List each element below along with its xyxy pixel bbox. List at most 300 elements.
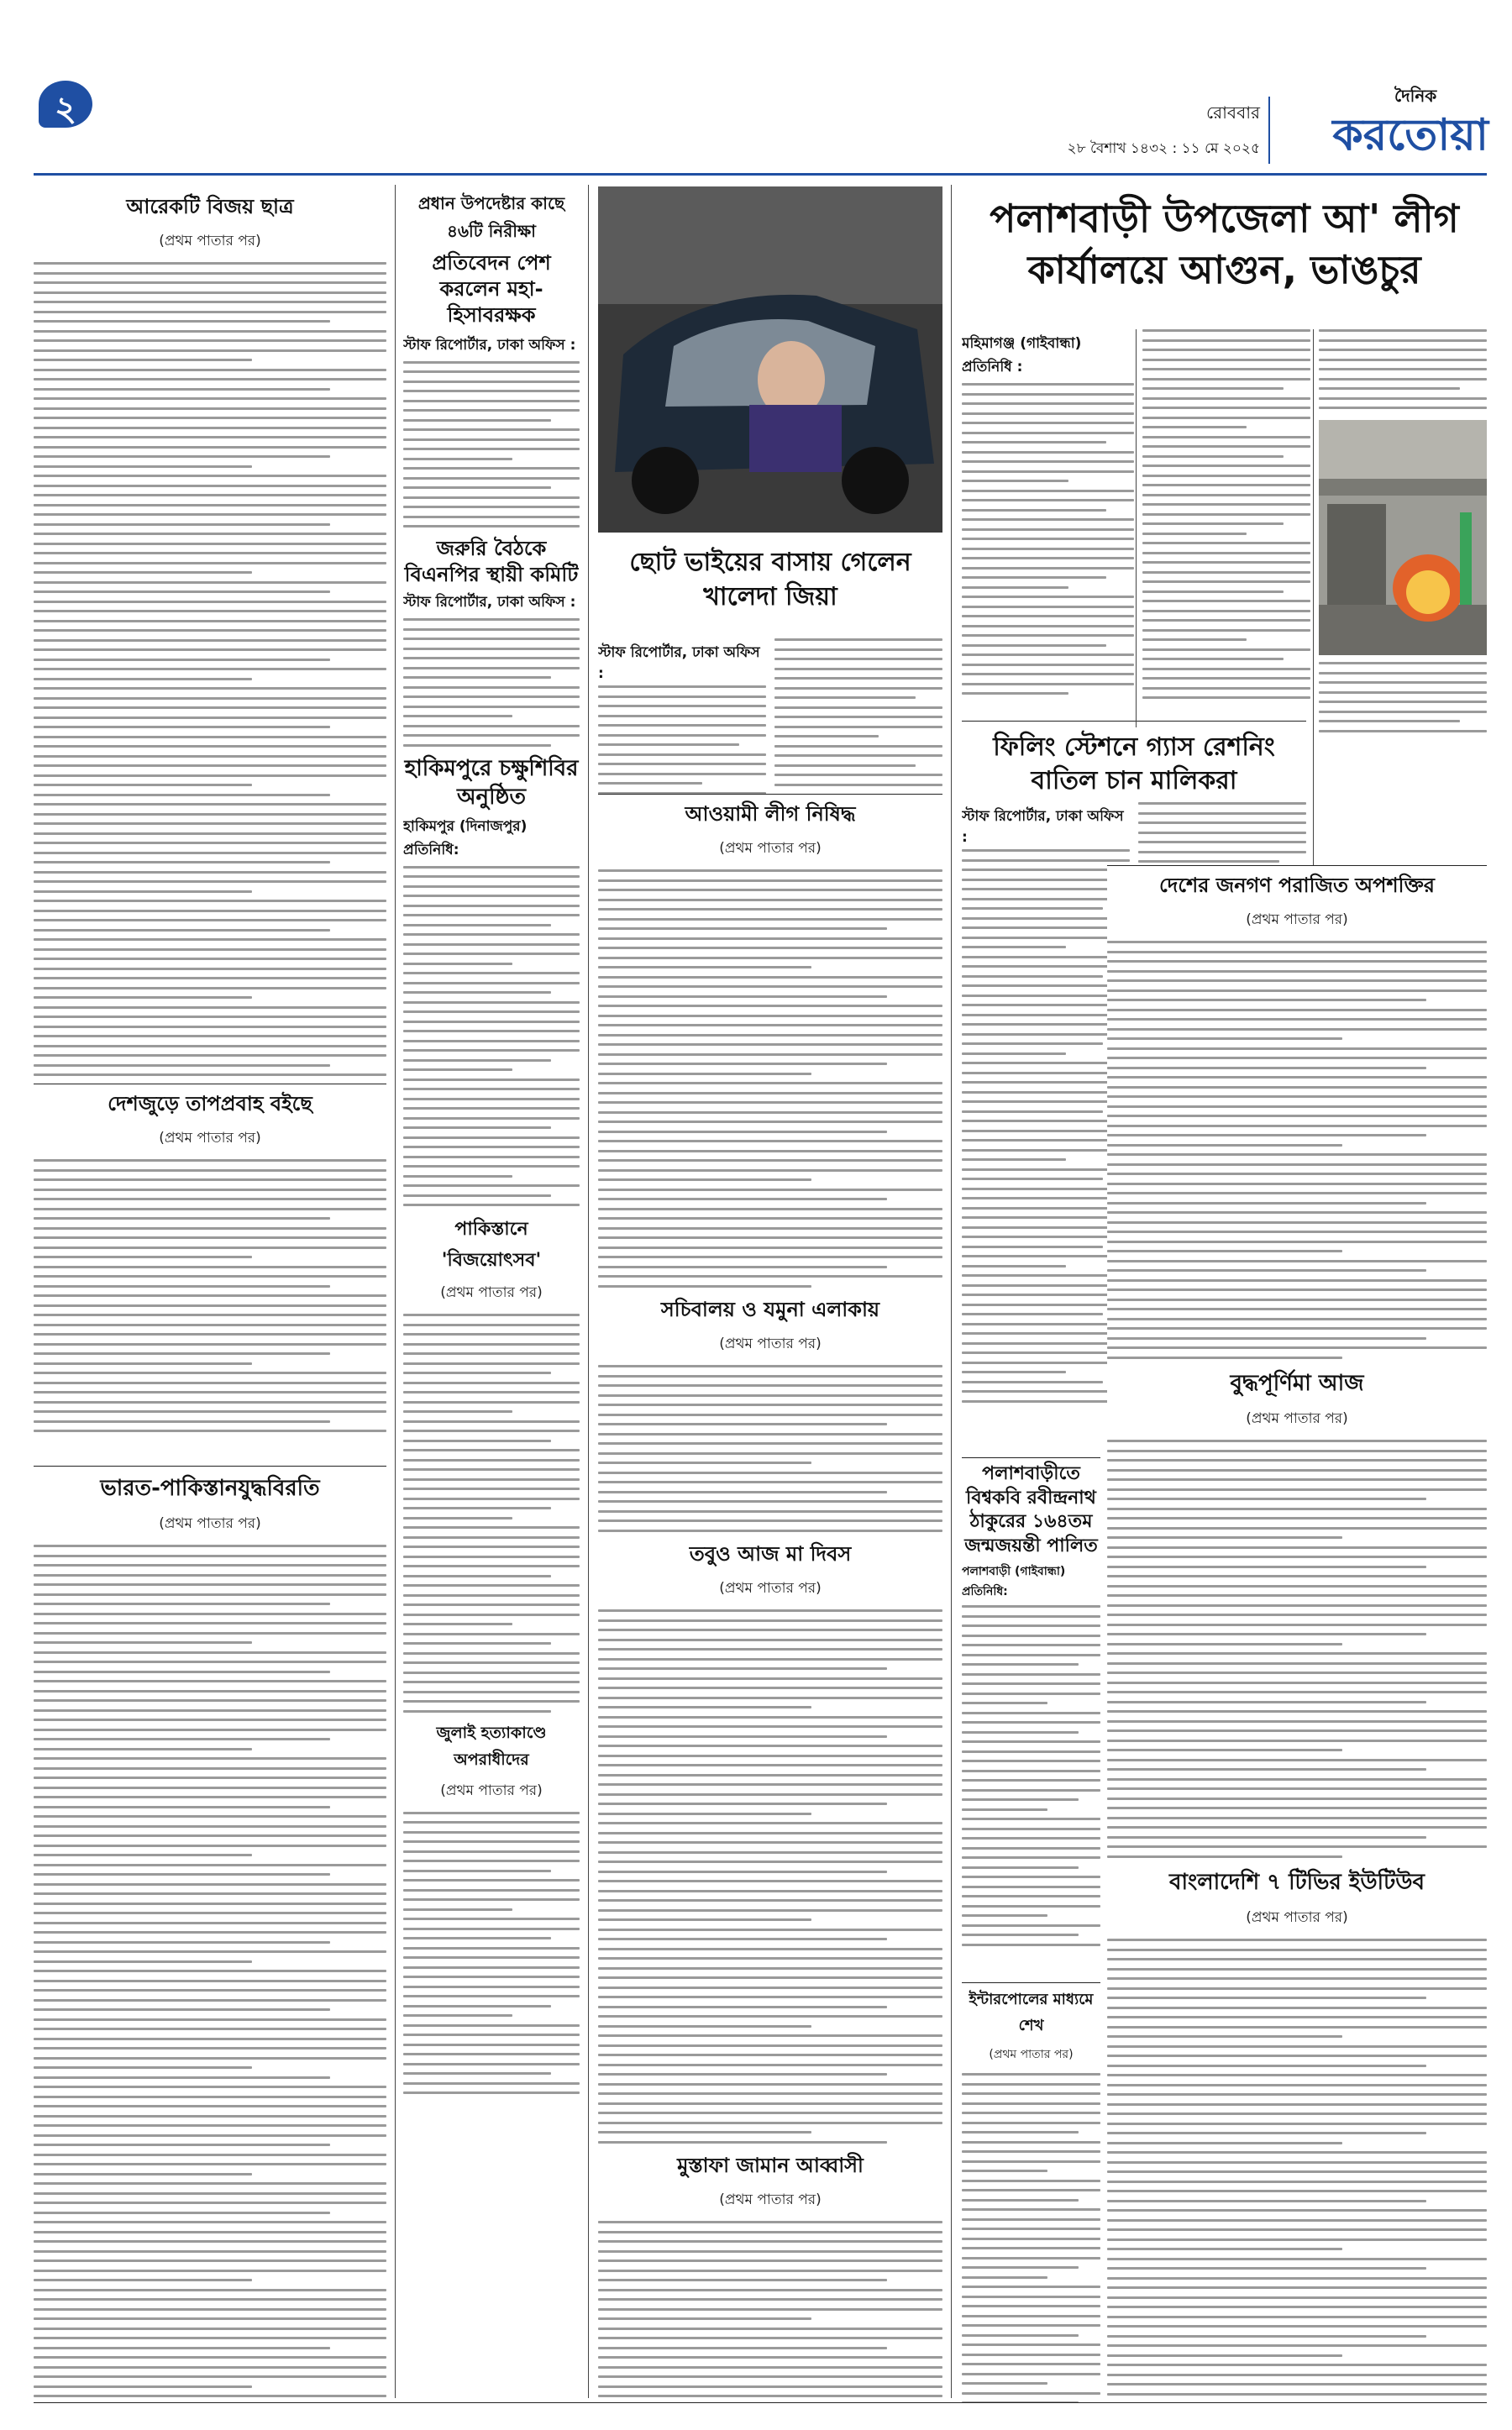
text-line bbox=[962, 926, 1130, 929]
text-line bbox=[1107, 1057, 1487, 1059]
text-line bbox=[34, 1738, 330, 1740]
text-line bbox=[34, 2115, 386, 2118]
text-line bbox=[403, 667, 580, 669]
text-line bbox=[962, 1390, 1130, 1393]
text-line bbox=[403, 370, 580, 373]
text-line bbox=[1142, 658, 1284, 660]
text-line bbox=[962, 460, 1134, 463]
text-line bbox=[1142, 426, 1247, 428]
text-line bbox=[1107, 1614, 1487, 1616]
text-line bbox=[1107, 1478, 1487, 1481]
paper-logo: করতোয়া bbox=[1332, 110, 1488, 160]
text-line bbox=[1107, 1517, 1487, 1519]
text-line bbox=[1107, 1125, 1487, 1127]
text-line bbox=[34, 301, 386, 303]
text-line bbox=[598, 1131, 887, 1133]
text-line bbox=[598, 985, 942, 988]
text-line bbox=[962, 2334, 1079, 2337]
text-line bbox=[34, 706, 386, 709]
text-line bbox=[403, 1079, 580, 1081]
right-column bbox=[1107, 865, 1487, 2402]
text-line bbox=[598, 2034, 942, 2037]
text-line bbox=[598, 1015, 942, 1017]
text-line bbox=[1107, 1241, 1487, 1243]
text-line bbox=[598, 1967, 942, 1970]
article-sub-bijoy: (প্রথম পাতার পর) bbox=[159, 233, 261, 249]
text-line bbox=[403, 933, 580, 936]
text-line bbox=[34, 1845, 386, 1847]
text-line bbox=[34, 1294, 386, 1297]
text-line bbox=[1107, 989, 1487, 992]
text-line bbox=[34, 2308, 386, 2311]
text-line bbox=[34, 2298, 386, 2301]
text-line bbox=[403, 982, 580, 984]
text-line bbox=[598, 2102, 942, 2105]
text-line bbox=[34, 1420, 330, 1423]
text-line bbox=[1107, 1939, 1487, 1941]
text-line bbox=[34, 1603, 330, 1605]
text-line bbox=[1107, 1662, 1487, 1665]
article-body-palashbari-2 bbox=[1142, 329, 1310, 699]
text-line bbox=[34, 968, 386, 970]
text-line bbox=[34, 1382, 386, 1384]
text-line bbox=[403, 1001, 580, 1004]
text-line bbox=[34, 1372, 386, 1374]
text-line bbox=[403, 1652, 580, 1655]
text-line bbox=[962, 1605, 1100, 1608]
text-line bbox=[598, 1101, 942, 1104]
text-line bbox=[598, 1452, 942, 1455]
section-divider bbox=[962, 721, 1306, 722]
text-line bbox=[34, 832, 386, 835]
text-line bbox=[34, 2356, 386, 2359]
text-line bbox=[1142, 696, 1310, 699]
text-line bbox=[403, 390, 580, 392]
text-line bbox=[34, 552, 386, 554]
text-line bbox=[403, 1068, 512, 1071]
text-line bbox=[598, 1404, 942, 1406]
text-line bbox=[34, 2385, 252, 2388]
text-line bbox=[962, 1837, 1100, 1840]
text-line bbox=[403, 1352, 580, 1355]
text-line bbox=[598, 1987, 942, 1989]
text-line bbox=[34, 1651, 386, 1654]
text-line bbox=[403, 1488, 580, 1490]
text-line bbox=[962, 1236, 1130, 1238]
text-line bbox=[598, 2317, 811, 2320]
text-line bbox=[1107, 979, 1487, 982]
text-line bbox=[598, 1851, 942, 1854]
text-line bbox=[1107, 1440, 1487, 1442]
article-sub-interpol: (প্রথম পাতার পর) bbox=[989, 2048, 1074, 2061]
text-line bbox=[34, 2008, 330, 2011]
text-line bbox=[1142, 397, 1310, 400]
text-line bbox=[598, 695, 766, 698]
paper-logo-prefix: দৈনিক bbox=[1394, 86, 1437, 106]
text-line bbox=[34, 1641, 252, 1644]
text-line bbox=[598, 1948, 942, 1950]
khaleda-photo bbox=[598, 186, 942, 533]
text-line bbox=[34, 1026, 386, 1028]
text-line bbox=[598, 1063, 887, 1065]
text-line bbox=[1142, 349, 1310, 351]
text-line bbox=[34, 359, 252, 361]
text-line bbox=[598, 1024, 942, 1026]
text-line bbox=[34, 1719, 386, 1721]
text-line bbox=[34, 2173, 252, 2175]
text-line bbox=[34, 2018, 386, 2021]
text-line bbox=[962, 1895, 1100, 1897]
section-divider bbox=[1107, 865, 1487, 866]
text-line bbox=[1107, 1067, 1426, 1069]
text-line bbox=[1107, 2142, 1342, 2144]
text-line bbox=[598, 1687, 942, 1689]
text-line bbox=[598, 947, 942, 949]
text-line bbox=[1107, 2383, 1487, 2385]
text-line bbox=[34, 1777, 386, 1779]
text-line bbox=[962, 1624, 1100, 1627]
text-line bbox=[34, 784, 252, 786]
text-line bbox=[403, 1956, 580, 1959]
text-line bbox=[598, 1667, 887, 1670]
text-line bbox=[962, 1052, 1066, 1055]
text-line bbox=[34, 2221, 386, 2223]
text-line bbox=[1107, 1691, 1487, 1693]
text-line bbox=[598, 2054, 942, 2056]
text-line bbox=[1319, 397, 1487, 400]
fire-image bbox=[1319, 420, 1487, 655]
text-line bbox=[962, 2122, 1100, 2124]
text-line bbox=[962, 2373, 1100, 2375]
text-line bbox=[403, 1594, 580, 1597]
text-line bbox=[34, 397, 386, 400]
article-sub-sachivalay: (প্রথম পাতার পর) bbox=[719, 1336, 822, 1352]
text-line bbox=[598, 2259, 942, 2262]
text-line bbox=[34, 948, 386, 951]
text-line bbox=[598, 1957, 942, 1960]
text-line bbox=[403, 885, 580, 888]
text-line bbox=[1142, 359, 1310, 361]
text-line bbox=[34, 590, 330, 593]
text-line bbox=[962, 2170, 1047, 2172]
text-line bbox=[34, 272, 386, 275]
section-divider bbox=[598, 794, 942, 795]
text-line bbox=[962, 2296, 1100, 2298]
text-line bbox=[962, 1110, 1103, 1113]
text-line bbox=[1107, 2074, 1487, 2076]
text-line bbox=[403, 1126, 551, 1129]
text-line bbox=[403, 905, 580, 907]
text-line bbox=[1107, 2055, 1487, 2057]
text-line bbox=[403, 991, 551, 994]
text-line bbox=[34, 1314, 386, 1316]
text-line bbox=[962, 412, 1134, 415]
text-line bbox=[34, 958, 386, 960]
text-line bbox=[1107, 2151, 1487, 2154]
text-line bbox=[1107, 2200, 1426, 2202]
text-line bbox=[403, 1372, 551, 1374]
text-line bbox=[403, 1146, 580, 1148]
text-line bbox=[34, 726, 330, 728]
text-line bbox=[1142, 619, 1310, 622]
article-body-upodeshta bbox=[403, 361, 580, 528]
text-line bbox=[962, 1274, 1130, 1277]
text-line bbox=[403, 2024, 580, 2027]
text-line bbox=[403, 943, 580, 946]
text-line bbox=[403, 1840, 580, 1843]
text-line bbox=[1107, 2374, 1487, 2376]
text-line bbox=[1107, 1288, 1487, 1291]
text-line bbox=[962, 2112, 1100, 2114]
text-line bbox=[1107, 1173, 1487, 1175]
article-title-deshjure: দেশজুড়ে তাপপ্রবাহ বইছে bbox=[108, 1092, 312, 1115]
text-line bbox=[598, 2366, 942, 2369]
text-line bbox=[598, 1519, 942, 1522]
text-line bbox=[962, 1682, 1100, 1685]
text-line bbox=[774, 677, 942, 680]
text-line bbox=[1107, 1968, 1487, 1971]
text-line bbox=[598, 1236, 942, 1239]
text-line bbox=[34, 427, 386, 429]
text-line bbox=[962, 2189, 1100, 2191]
text-line bbox=[962, 557, 1134, 559]
text-line bbox=[403, 1401, 580, 1404]
text-line bbox=[962, 653, 1134, 656]
text-line bbox=[598, 1227, 942, 1230]
text-line bbox=[34, 929, 330, 932]
text-line bbox=[1107, 960, 1487, 963]
text-line bbox=[774, 774, 942, 776]
article-body-sachivalay bbox=[598, 1365, 942, 1532]
text-line bbox=[403, 638, 580, 640]
text-line bbox=[962, 2354, 1100, 2356]
text-line bbox=[962, 1731, 1079, 1734]
text-line bbox=[598, 1208, 942, 1210]
text-line bbox=[1107, 2286, 1487, 2289]
text-line bbox=[598, 1658, 942, 1661]
text-line bbox=[962, 1062, 1130, 1064]
text-line bbox=[962, 1876, 1100, 1878]
text-line bbox=[34, 2395, 386, 2397]
text-line bbox=[1107, 1221, 1487, 1224]
text-line bbox=[962, 1400, 1130, 1403]
text-line bbox=[34, 494, 386, 496]
text-line bbox=[962, 1072, 1130, 1074]
text-line bbox=[598, 1275, 942, 1278]
text-line bbox=[1142, 503, 1310, 506]
text-line bbox=[34, 1999, 386, 2002]
text-line bbox=[1319, 349, 1487, 351]
text-line bbox=[598, 1256, 942, 1258]
text-line bbox=[34, 1613, 386, 1615]
text-line bbox=[1107, 951, 1487, 953]
palashbari-text-3 bbox=[1319, 329, 1487, 413]
text-line bbox=[962, 490, 1134, 492]
text-line bbox=[598, 1619, 942, 1622]
text-line bbox=[34, 1564, 386, 1567]
text-line bbox=[1107, 2007, 1487, 2009]
text-line bbox=[34, 1343, 386, 1346]
text-line bbox=[34, 417, 386, 419]
text-line bbox=[1107, 1469, 1487, 1472]
text-line bbox=[403, 1947, 580, 1950]
text-line bbox=[1107, 1817, 1487, 1819]
text-line bbox=[34, 1583, 386, 1586]
text-line bbox=[34, 900, 386, 902]
article-sub-buddha: (প্রথম পাতার পর) bbox=[1246, 1410, 1348, 1427]
text-line bbox=[1107, 1997, 1426, 1999]
text-line bbox=[34, 2250, 386, 2253]
text-line bbox=[962, 1120, 1130, 1122]
text-line bbox=[598, 1423, 887, 1425]
text-line bbox=[1142, 513, 1310, 516]
text-line bbox=[598, 1111, 942, 1114]
text-line bbox=[403, 409, 580, 412]
text-line bbox=[403, 1136, 580, 1139]
text-line bbox=[1107, 1318, 1487, 1320]
text-line bbox=[403, 648, 580, 650]
text-line bbox=[403, 2053, 580, 2055]
text-line bbox=[598, 1774, 942, 1777]
text-line bbox=[34, 1922, 386, 1924]
text-line bbox=[962, 1197, 1130, 1199]
text-line bbox=[598, 1365, 942, 1367]
text-line bbox=[1142, 668, 1310, 670]
text-line bbox=[403, 1614, 580, 1616]
text-line bbox=[1107, 1556, 1487, 1558]
text-line bbox=[598, 1178, 811, 1181]
text-line bbox=[598, 2279, 887, 2281]
text-line bbox=[598, 889, 942, 891]
text-line bbox=[598, 1491, 887, 1493]
text-line bbox=[34, 485, 386, 487]
text-line bbox=[962, 2266, 1079, 2269]
text-line bbox=[403, 1021, 580, 1023]
text-line bbox=[34, 803, 386, 806]
text-line bbox=[403, 1059, 551, 1062]
text-line bbox=[598, 1169, 942, 1172]
text-line bbox=[34, 369, 386, 371]
text-line bbox=[34, 311, 386, 313]
article-byline-khaleda: স্টাফ রিপোর্টার, ঢাকা অফিস : bbox=[598, 644, 760, 682]
text-line bbox=[962, 1886, 1100, 1888]
text-line bbox=[774, 648, 942, 651]
text-line bbox=[962, 1371, 1066, 1373]
text-line bbox=[34, 349, 386, 352]
text-line bbox=[34, 1903, 386, 1905]
text-line bbox=[403, 1556, 580, 1558]
text-line bbox=[598, 1918, 811, 1921]
text-line bbox=[34, 1159, 386, 1162]
text-line bbox=[1107, 2190, 1487, 2192]
text-line bbox=[34, 1574, 386, 1577]
text-line bbox=[1107, 2035, 1342, 2038]
text-line bbox=[34, 2163, 386, 2165]
text-line bbox=[403, 448, 580, 450]
text-line bbox=[1107, 1710, 1487, 1713]
text-line bbox=[34, 2259, 386, 2262]
article-byline-filling: স্টাফ রিপোর্টার, ঢাকা অফিস : bbox=[962, 808, 1124, 847]
text-line bbox=[403, 1584, 580, 1587]
text-line bbox=[403, 1976, 580, 1978]
text-line bbox=[403, 1440, 551, 1442]
article-sub-july: (প্রথম পাতার পর) bbox=[440, 1782, 543, 1799]
text-line bbox=[1319, 691, 1487, 694]
text-line bbox=[962, 917, 1130, 920]
text-line bbox=[962, 2218, 1100, 2221]
text-line bbox=[1107, 2065, 1426, 2067]
text-line bbox=[962, 1693, 1100, 1695]
column-divider bbox=[951, 185, 952, 2398]
text-line bbox=[34, 1748, 252, 1750]
text-line bbox=[34, 996, 252, 999]
text-line bbox=[1107, 2132, 1426, 2134]
text-line bbox=[403, 1517, 512, 1519]
text-line bbox=[403, 895, 580, 897]
text-line bbox=[598, 2356, 942, 2359]
text-line bbox=[962, 1004, 1130, 1006]
text-line bbox=[962, 2083, 1100, 2086]
text-line bbox=[34, 1873, 330, 1876]
text-line bbox=[1107, 1105, 1487, 1108]
text-line bbox=[962, 1934, 1079, 1936]
text-line bbox=[1107, 999, 1426, 1001]
text-line bbox=[34, 1333, 386, 1336]
text-line bbox=[598, 2395, 942, 2397]
text-line bbox=[34, 533, 386, 535]
article-body-july bbox=[403, 1812, 580, 2095]
text-line bbox=[962, 2382, 1047, 2385]
text-line bbox=[962, 1770, 1100, 1772]
text-line bbox=[403, 438, 580, 441]
text-line bbox=[34, 2105, 386, 2107]
text-line bbox=[962, 1323, 1130, 1325]
text-line bbox=[34, 1054, 386, 1057]
text-line bbox=[598, 1909, 942, 1912]
text-line bbox=[34, 1941, 330, 1944]
text-line bbox=[403, 496, 580, 499]
article-body-interpol bbox=[962, 2073, 1100, 2402]
text-line bbox=[34, 1661, 386, 1663]
text-line bbox=[34, 436, 386, 438]
text-line bbox=[34, 1757, 386, 1760]
text-line bbox=[1142, 638, 1247, 641]
text-line bbox=[34, 1352, 330, 1355]
text-line bbox=[962, 2343, 1100, 2346]
text-line bbox=[34, 871, 386, 874]
text-line bbox=[598, 1394, 942, 1397]
text-line bbox=[598, 753, 766, 756]
text-line bbox=[1107, 2170, 1487, 2173]
text-line bbox=[34, 1883, 386, 1886]
text-line bbox=[34, 2347, 330, 2349]
text-line bbox=[34, 446, 386, 449]
text-line bbox=[403, 486, 551, 489]
text-line bbox=[403, 1184, 580, 1187]
text-line bbox=[1142, 610, 1310, 612]
text-line bbox=[1107, 1134, 1426, 1136]
text-line bbox=[962, 509, 1106, 512]
text-line bbox=[34, 1064, 330, 1067]
article-body-awami bbox=[598, 869, 942, 1288]
text-line bbox=[34, 2317, 386, 2320]
text-line bbox=[1107, 1488, 1487, 1491]
text-line bbox=[34, 513, 386, 516]
article-byline-upodeshta: স্টাফ রিপোর্টার, ঢাকা অফিস : bbox=[403, 336, 576, 354]
text-line bbox=[34, 1806, 330, 1808]
awami-block bbox=[598, 794, 942, 2402]
column-3b bbox=[774, 638, 942, 790]
